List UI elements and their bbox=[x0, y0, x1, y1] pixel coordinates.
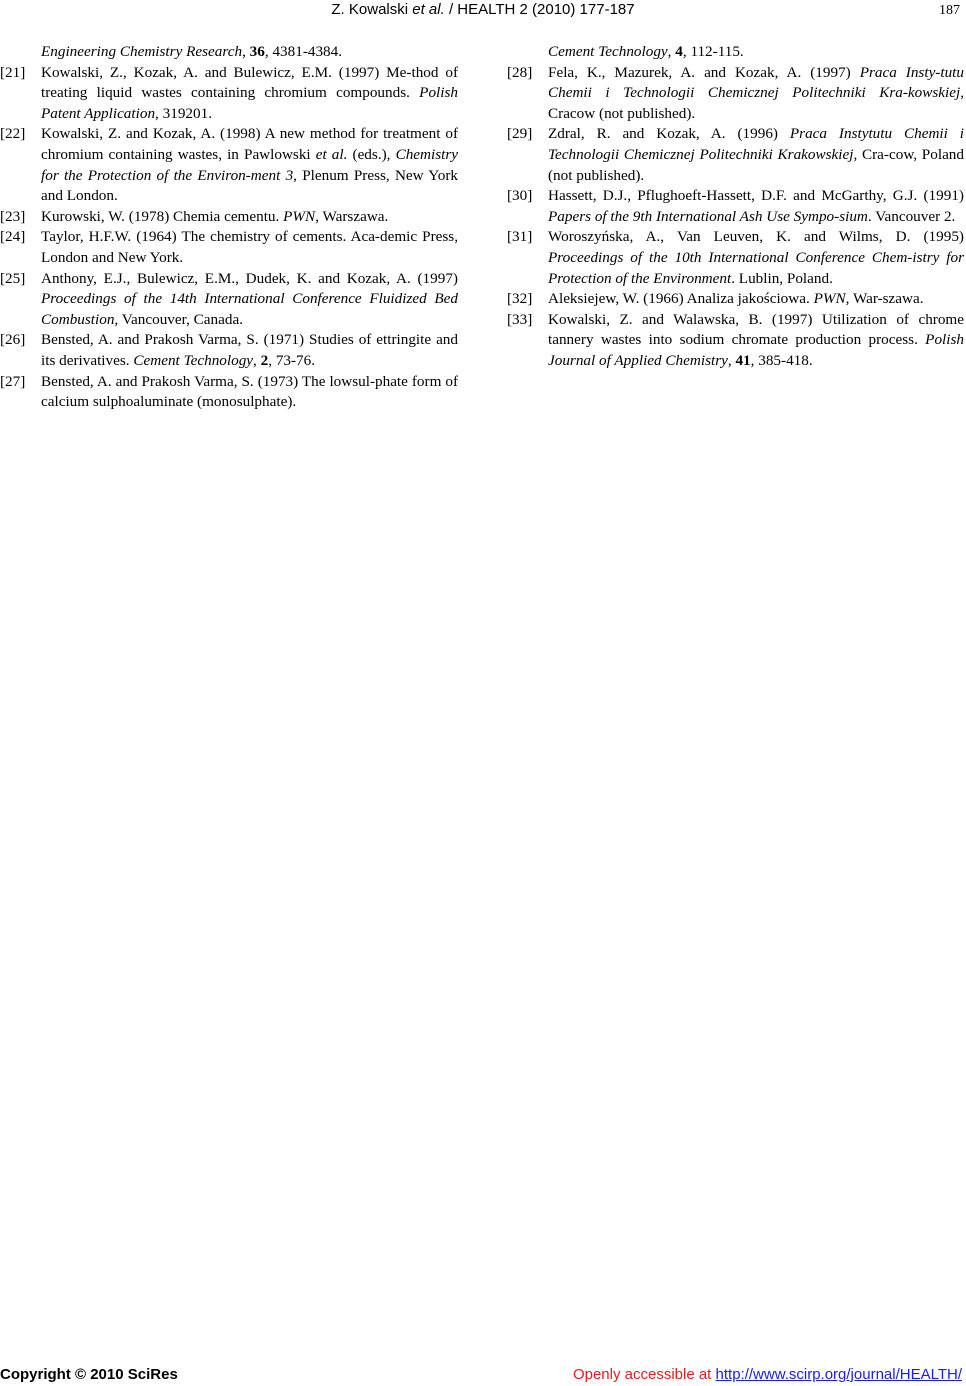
reference-number: [30] bbox=[507, 187, 533, 205]
reference-item bbox=[507, 227, 964, 289]
reference-text: Kowalski, Z. and Kozak, A. (1998) A new method for treatment of chromium containing wastes, in Pawlowski et al. (eds.), Chemistry for the Protection of the Environ-ment 3, Plenum Press, New York and London. bbox=[41, 125, 458, 205]
journal-link[interactable]: http://www.scirp.org/journal/HEALTH/ bbox=[715, 1366, 962, 1383]
access-notice: Openly accessible at http://www.scirp.org/journal/HEALTH/ bbox=[572, 1366, 962, 1383]
references-left-column bbox=[0, 42, 458, 413]
reference-item bbox=[0, 227, 458, 268]
reference-number: [22] bbox=[0, 125, 26, 143]
reference-number: [21] bbox=[0, 63, 26, 81]
reference-text: Kurowski, W. (1978) Chemia cementu. PWN, Warszawa. bbox=[41, 207, 389, 225]
reference-number: [26] bbox=[0, 331, 26, 349]
reference-item bbox=[0, 372, 458, 413]
reference-item bbox=[507, 186, 964, 227]
reference-number: [27] bbox=[0, 372, 26, 390]
header-journal: / HEALTH 2 (2010) 177-187 bbox=[444, 1, 635, 18]
reference-text: Bensted, A. and Prakosh Varma, S. (1971) Studies of ettringite and its derivatives. Cement Technology, 2, 73-76. bbox=[41, 331, 458, 369]
reference-item bbox=[0, 330, 458, 371]
reference-text: Fela, K., Mazurek, A. and Kozak, A. (1997) Praca Insty-tutu Chemii i Technologii Chemicznej Politechniki Kra-kowskiej, Cracow (not published). bbox=[548, 63, 964, 122]
header-etal: et al. bbox=[412, 1, 445, 18]
reference-text: Kowalski, Z. and Walawska, B. (1997) Utilization of chrome tannery wastes into sodium chromate production process. Polish Journal of Applied Chemistry, 41, 385-418. bbox=[548, 310, 964, 369]
reference-item bbox=[507, 289, 964, 310]
reference-item bbox=[0, 207, 458, 228]
reference-text: Hassett, D.J., Pflughoeft-Hassett, D.F. and McGarthy, G.J. (1991) Papers of the 9th International Ash Use Sympo-sium. Vancouver 2. bbox=[548, 187, 964, 225]
reference-number: [33] bbox=[507, 310, 533, 328]
reference-text: Zdral, R. and Kozak, A. (1996) Praca Instytutu Chemii i Technologii Chemicznej Politechniki Krakowskiej, Cra-cow, Poland (not published). bbox=[548, 125, 964, 184]
reference-text: Taylor, H.F.W. (1964) The chemistry of cements. Aca-demic Press, London and New York. bbox=[41, 228, 458, 266]
reference-item bbox=[0, 269, 458, 331]
reference-text: Kowalski, Z., Kozak, A. and Bulewicz, E.M. (1997) Me-thod of treating liquid wastes containing chromium compounds. Polish Patent Application, 319201. bbox=[41, 63, 458, 122]
references-right-column bbox=[507, 42, 964, 372]
reference-item bbox=[507, 310, 964, 372]
reference-continuation: Engineering Chemistry Research, 36, 4381-4384. bbox=[41, 43, 343, 60]
reference-number: [28] bbox=[507, 63, 533, 81]
reference-text: Bensted, A. and Prakosh Varma, S. (1973) The lowsul-phate form of calcium sulphoaluminate (monosulphate). bbox=[41, 372, 458, 411]
copyright-notice: Copyright © 2010 SciRes bbox=[0, 1366, 178, 1383]
reference-number: [29] bbox=[507, 125, 533, 143]
page-number: 187 bbox=[939, 3, 960, 18]
reference-number: [23] bbox=[0, 207, 26, 225]
header-author: Z. Kowalski bbox=[331, 1, 413, 18]
reference-item bbox=[0, 124, 458, 206]
reference-text: Woroszyńska, A., Van Leuven, K. and Wilms, D. (1995) Proceedings of the 10th International Conference Chem-istry for Protection of the Environment. Lublin, Poland. bbox=[548, 228, 964, 287]
reference-text: Aleksiejew, W. (1966) Analiza jakościowa. PWN, War-szawa. bbox=[548, 290, 924, 308]
reference-text: Anthony, E.J., Bulewicz, E.M., Dudek, K. and Kozak, A. (1997) Proceedings of the 14th International Conference Fluidized Bed Combustion, Vancouver, Canada. bbox=[41, 269, 458, 328]
reference-number: [31] bbox=[507, 228, 533, 246]
reference-item bbox=[0, 63, 458, 125]
reference-continuation: Cement Technology, 4, 112-115. bbox=[548, 43, 744, 60]
reference-number: [24] bbox=[0, 228, 26, 246]
reference-number: [25] bbox=[0, 269, 26, 287]
reference-item bbox=[507, 124, 964, 186]
running-header bbox=[0, 1, 966, 19]
reference-item bbox=[507, 63, 964, 125]
reference-number: [32] bbox=[507, 290, 533, 308]
